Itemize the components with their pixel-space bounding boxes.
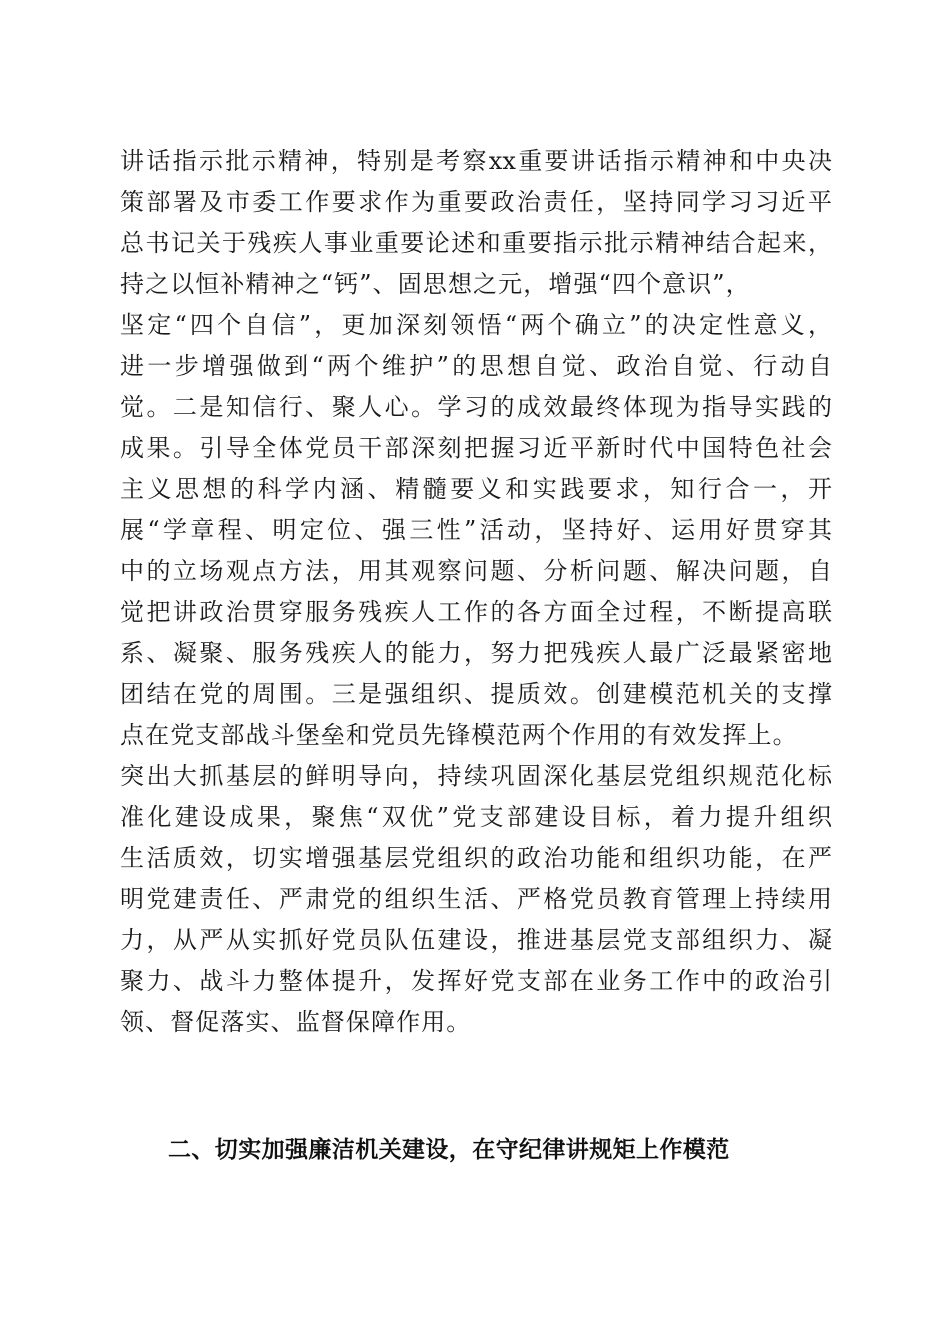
text-line: 系、凝聚、服务残疾人的能力，努力把残疾人最广泛最紧密地: [120, 639, 832, 667]
text-line: 明党建责任、严肃党的组织生活、严格党员教育管理上持续用: [120, 885, 832, 913]
text-line: 坚定“四个自信”，更加深刻领悟“两个确立”的决定性意义，: [120, 311, 832, 339]
text-line: 聚力、战斗力整体提升，发挥好党支部在业务工作中的政治引: [120, 967, 832, 995]
text-line: 持之以恒补精神之“钙”、固思想之元，增强“四个意识”，: [120, 270, 751, 298]
text-line: 团结在党的周围。三是强组织、提质效。创建模范机关的支撑: [120, 680, 832, 708]
text-line: 突出大抓基层的鲜明导向，持续巩固深化基层党组织规范化标: [120, 762, 832, 790]
text-line: 觉把讲政治贯穿服务残疾人工作的各方面全过程，不断提高联: [120, 598, 832, 626]
text-line: 成果。引导全体党员干部深刻把握习近平新时代中国特色社会: [120, 434, 832, 462]
text-line: 讲话指示批示精神，特别是考察xx重要讲话指示精神和中央决: [120, 147, 832, 175]
text-line: 总书记关于残疾人事业重要论述和重要指示批示精神结合起来，: [120, 229, 832, 257]
text-line: 策部署及市委工作要求作为重要政治责任，坚持同学习习近平: [120, 188, 832, 216]
text-line: 力，从严从实抓好党员队伍建设，推进基层党支部组织力、凝: [120, 926, 832, 954]
text-line: 觉。二是知信行、聚人心。学习的成效最终体现为指导实践的: [120, 393, 832, 421]
text-line: 生活质效，切实增强基层党组织的政治功能和组织功能，在严: [120, 844, 832, 872]
text-line: 点在党支部战斗堡垒和党员先锋模范两个作用的有效发挥上。: [120, 721, 798, 749]
body-paragraph: [120, 141, 832, 1043]
text-line: 展“学章程、明定位、强三性”活动，坚持好、运用好贯穿其: [120, 516, 832, 544]
text-line: 主义思想的科学内涵、精髓要义和实践要求，知行合一，开: [120, 475, 832, 503]
section-heading: 二、切实加强廉洁机关建设，在守纪律讲规矩上作模范: [168, 1137, 730, 1163]
text-line: 进一步增强做到“两个维护”的思想自觉、政治自觉、行动自: [120, 352, 832, 380]
text-line: 领、督促落实、监督保障作用。: [120, 1008, 472, 1036]
text-line: 中的立场观点方法，用其观察问题、分析问题、解决问题，自: [120, 557, 832, 585]
text-line: 准化建设成果，聚焦“双优”党支部建设目标，着力提升组织: [120, 803, 832, 831]
